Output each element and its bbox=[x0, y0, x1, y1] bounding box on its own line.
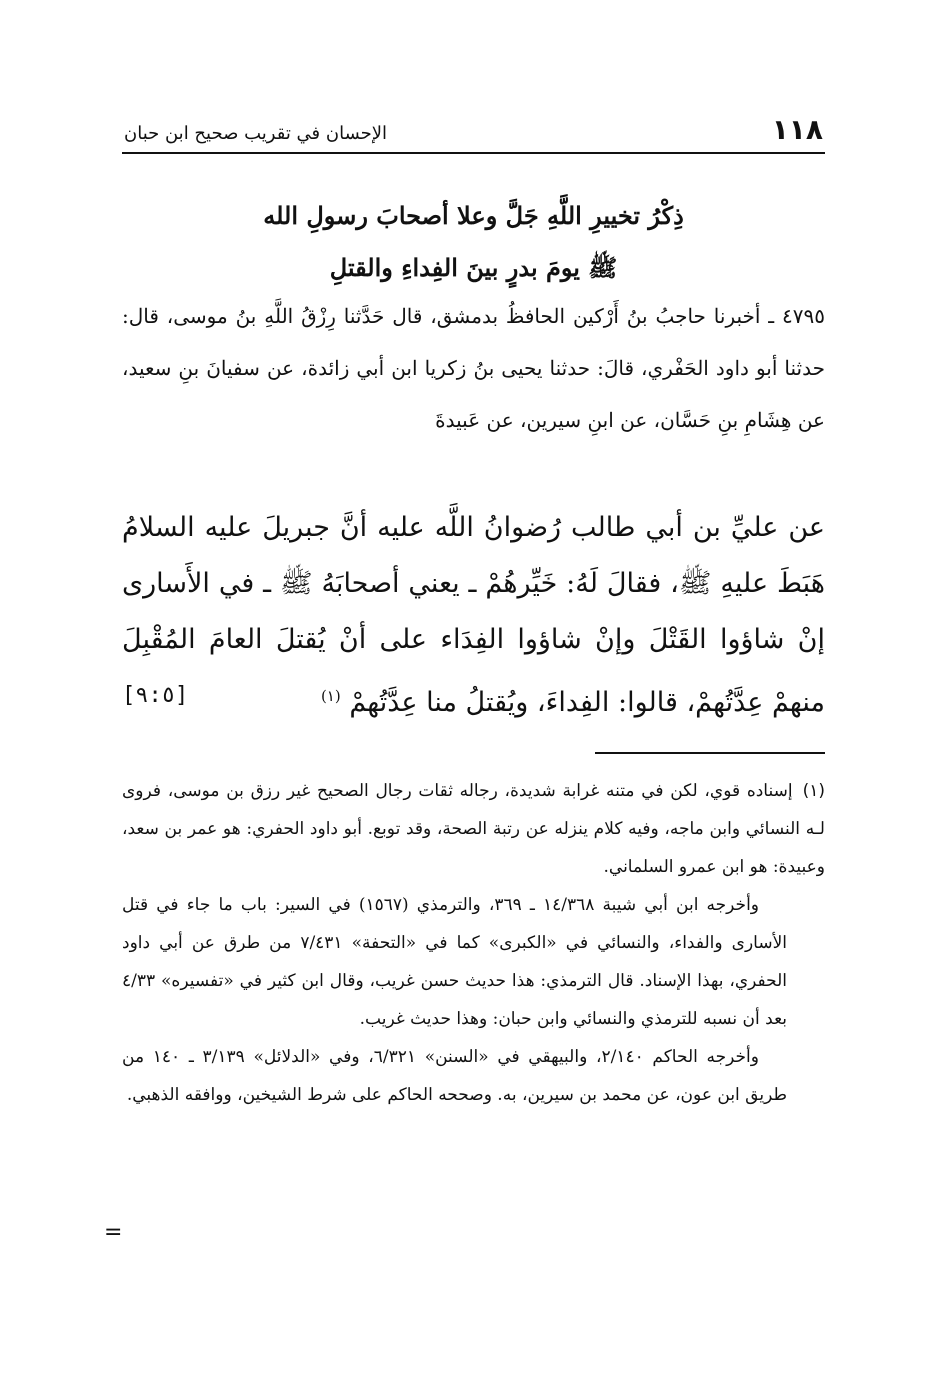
footnote-reference: (١) bbox=[320, 687, 341, 705]
footnotes bbox=[122, 772, 825, 1114]
matn-text: عن عليِّ بن أبي طالب رُضوانُ اللَّه عليه أنَّ جبريلَ عليه السلامُ هَبَطَ عليهِ ﷺ، فقالَ لَهُ: خَيِّرهُمْ ـ يعني أصحابَهُ ﷺ ـ في الأَسارى إنْ شاؤوا القَتْلَ وإنْ شاؤوا الفِدَاء على أنْ يُقتلَ العامَ المُقْبِلَ منهمْ عِدَّتُهمْ، قالوا: الفِداءَ، ويُقتلُ منا عِدَّتُهمْ bbox=[122, 512, 825, 718]
hadith-isnad bbox=[122, 290, 825, 446]
footnote-paragraph-2: وأخرجه ابن أبي شيبة ١٤/٣٦٨ ـ ٣٦٩، والترمذي (١٥٦٧) في السير: باب ما جاء في قتل الأسارى والفداء، والنسائي في «الكبرى» كما في «التحفة» ٧/٤٣١ من طرق عن أبي داود الحفري، بهذا الإسناد. قال الترمذي: هذا حديث حسن غريب، وقال ابن كثير في «تفسيره» ٤/٣٣ بعد أن نسبه للترمذي والنسائي وابن حبان: وهذا حديث غريب. bbox=[122, 895, 787, 1029]
chapter-heading-line2: ﷺ يومَ بدرٍ بينَ الفِداءِ والقتلِ bbox=[329, 253, 618, 282]
continuation-mark: = bbox=[104, 1220, 123, 1245]
chapter-heading-line1: ذِكْرُ تخييرِ اللَّهِ جَلَّ وعلا أصحابَ رسولِ الله bbox=[263, 201, 684, 230]
footnote-paragraph-1 bbox=[122, 772, 825, 886]
source-reference: [٩:٥] bbox=[122, 683, 189, 708]
running-header bbox=[122, 112, 825, 154]
book-title: الإحسان في تقريب صحيح ابن حبان bbox=[124, 123, 388, 144]
hadith-number: ٤٧٩٥ bbox=[782, 304, 825, 328]
footnote-paragraph-3: وأخرجه الحاكم ٢/١٤٠، والبيهقي في «السنن» ٦/٣٢١، وفي «الدلائل» ٣/١٣٩ ـ ١٤٠ من طريق ابن عون، عن محمد بن سيرين، به. وصححه الحاكم على شرط الشيخين، ووافقه الذهبي. bbox=[122, 1047, 787, 1105]
isnad-text: ـ أخبرنا حاجبُ بنُ أَرْكين الحافظُ بدمشق، قال حَدَّثنا رِزْقُ اللَّهِ بنُ موسى، قال: حدثنا أبو داود الحَفْري، قالَ: حدثنا يحيى بنُ زكريا ابن أبي زائدة، عن سفيانَ بنِ سعيد، عن هِشَامِ بنِ حَسَّان، عن ابنِ سيرين، عن عَبيدةَ bbox=[122, 304, 825, 432]
footnote-marker: (١) bbox=[802, 781, 825, 801]
footnote-separator bbox=[595, 752, 825, 754]
chapter-heading bbox=[122, 190, 825, 294]
hadith-matn bbox=[122, 500, 825, 731]
page-number: ١١٨ bbox=[771, 113, 823, 146]
footnote-text-1: إسناده قوي، لكن في متنه غرابة شديدة، رجاله ثقات رجال الصحيح غير رزق بن موسى، فروى لـه النسائي وابن ماجه، وفيه كلام ينزله عن رتبة الصحة، وقد توبع. أبو داود الحفري: هو عمر بن سعد، وعبيدة: هو ابن عمرو السلماني. bbox=[122, 781, 825, 877]
